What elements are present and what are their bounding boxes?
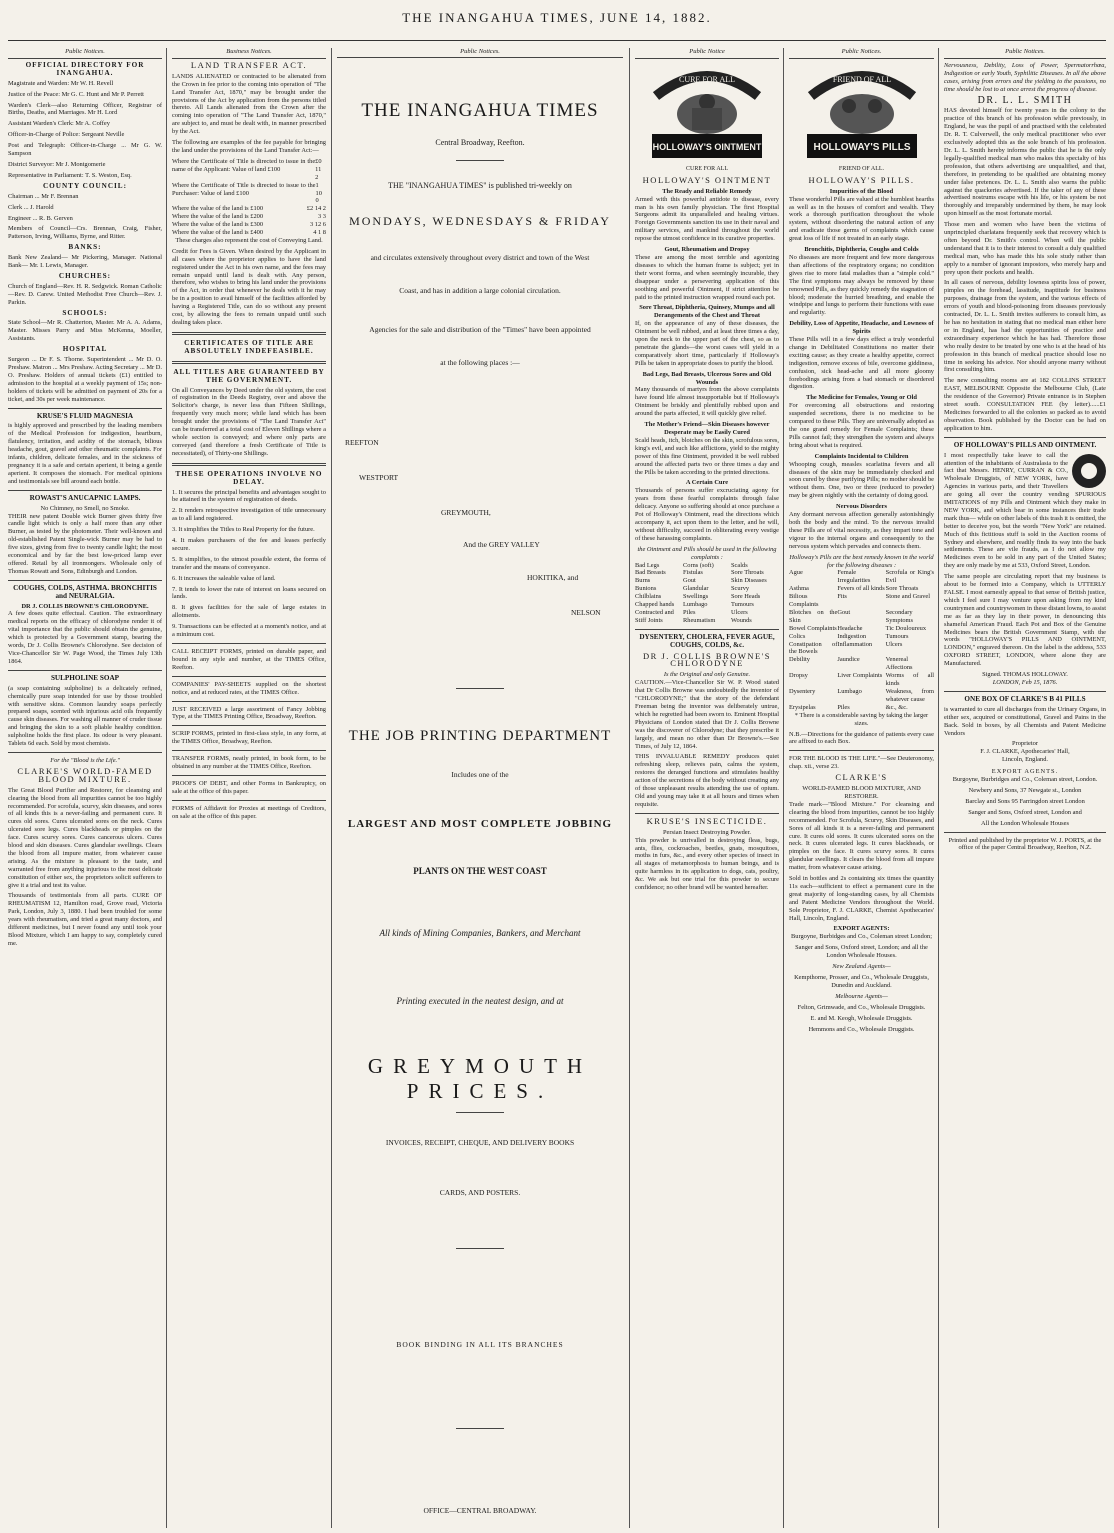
advert-line: BOOK BINDING IN ALL ITS BRANCHES [396, 1340, 564, 1349]
fee-row [172, 229, 326, 237]
divider [944, 437, 1106, 438]
column-divider [783, 48, 784, 1528]
column-heading: Public Notices. [8, 48, 162, 59]
complaint-item: Bad Breasts [635, 569, 666, 577]
advert-subheading: Bronchitis, Diphtheria, Coughs and Colds [804, 246, 919, 254]
schools-title: SCHOOLS: [62, 308, 108, 317]
fee-row [172, 182, 326, 206]
advert-heading: THE JOB PRINTING DEPARTMENT [348, 728, 612, 744]
divider [635, 629, 779, 630]
ornament-rule [456, 1248, 504, 1249]
disease-item: Tumours [885, 632, 909, 640]
divider [8, 670, 162, 671]
advert-heading: LARGEST AND MOST COMPLETE JOBBING [347, 818, 613, 830]
divider [8, 490, 162, 491]
advert-subheading: The Mother's Friend—Skin Diseases however Desperate may be Easily Cured [644, 421, 770, 436]
small-advert: TRANSFER FORMS, neatly printed, in book form, to be obtained in any number at the TIMES Office, Reefton. [172, 755, 326, 771]
engraving-text: CURE FOR ALL [678, 74, 736, 84]
masthead: THE INANGAHUA TIMES, JUNE 14, 1882. [402, 10, 712, 25]
advert-title: CLARKE'S WORLD-FAMED BLOOD MIXTURE. [17, 765, 153, 784]
advert-title: LAND TRANSFER ACT. [190, 59, 308, 70]
column-divider [629, 48, 630, 1528]
advert-address: Central Broadway, Reefton. [435, 138, 525, 147]
directory-entry: Engineer ... R. B. Gerven [8, 214, 73, 222]
advert-intro: Nervousness, Debility, Loss of Power, Spermatorrhœa, Indigestion or early Youth, Syphilitic Diseases. In all the above cases, arising from errors and the yielding to the passions, no time should be lost to at once arrest the progress of disease. [944, 61, 1106, 93]
engraving-text: FRIEND OF ALL [832, 74, 891, 84]
column-6 [940, 48, 1110, 1528]
advert-heading: For the "Blood is the Life." [50, 756, 120, 764]
advert-body: Any dormant nervous affection generally astonishingly both the body and the mind. To the nervous invalid these Pills are of vital necessity, as they impart tone and vigour to the internal organs and consequently to the nervous system which pervades and connects them. [789, 511, 934, 550]
disease-item: Jaundice [837, 656, 860, 664]
divider [172, 800, 326, 801]
list-item: 2. It renders retrospective investigation of title unnecessary as to all land registered. [172, 507, 326, 523]
advert-note: * There is a considerable saving by taking the larger sizes. [794, 711, 929, 727]
column-5 [785, 48, 938, 1528]
disease-item: Blotches on the Skin [789, 608, 838, 624]
disease-item: Female Irregularities [837, 569, 871, 585]
advert-title: DYSENTERY, CHOLERA, FEVER AGUE, COUGHS, COLDS, &c. [639, 632, 775, 649]
advert-heading: PLANTS ON THE WEST COAST [413, 866, 547, 876]
ornament-rule [456, 160, 504, 161]
disease-item: Colics [789, 632, 806, 640]
advert-subheading: Debility, Loss of Appetite, Headache, and Lowness of Spirits [789, 320, 934, 336]
advert-body: Many thousands of martyrs from the above complaints have found life almost insupportable but if Holloway's Ointment be briskly and plentifully rubbed upon and around the parts affected, it will quickly give relief. [635, 386, 779, 418]
agency-place: HOKITIKA, and [527, 573, 579, 582]
disease-item: Sore Throats [885, 585, 919, 593]
disease-item: Headache [837, 624, 863, 632]
complaint-item: Scalds [731, 561, 748, 569]
disease-item: Fevers of all kinds [837, 585, 885, 593]
divider [8, 580, 162, 581]
disease-item: Dysentery [789, 688, 816, 695]
directory-entry: Representative in Parliament: T. S. Weston, Esq. [8, 171, 132, 179]
fee-row [172, 158, 326, 182]
complaint-item: Sore Throats [731, 569, 764, 577]
advert-title: ALL TITLES ARE GUARANTEED BY THE GOVERNMENT. [173, 367, 325, 384]
county-title: COUNTY COUNCIL: [42, 181, 127, 190]
list-item: 5. It simplifies, to the utmost possible extent, the forms of transfer and the means of conveyance. [172, 555, 326, 571]
disease-item: Worms of all kinds [885, 672, 934, 688]
advert-title: KRUSE'S FLUID MAGNESIA [36, 411, 134, 420]
complaint-item: Chapped hands [635, 601, 675, 609]
complaint-item: Bad Legs [635, 561, 660, 569]
column-1 [4, 48, 166, 1528]
ointment-illustration [646, 62, 768, 162]
disease-item: Stone and Gravel [885, 593, 931, 601]
export-agent: Newbery and Sons, 37 Newgate st., London [968, 786, 1082, 794]
fee-desc: Where the value of the land is £300 [172, 221, 264, 229]
advert-subheading: Nervous Disorders [836, 503, 887, 511]
advert-note: N.B.—Directions for the guidance of patients every case are affixed to each Box. [789, 730, 934, 746]
advert-title: DR J. COLLIS BROWNE'S CHLORODYNE [643, 650, 771, 669]
hospital-title: HOSPITAL [62, 345, 108, 354]
small-advert: COMPANIES' PAY-SHEETS supplied on the shortest notice, and at reduced rates, at the TIMES Office. [172, 680, 326, 696]
disease-item: Indigestion [837, 632, 867, 640]
complaint-item: Skin Diseases [731, 577, 767, 585]
fee-desc: Where the Certificate of Title is directed to issue in the name of the Applicant: Value of land £100 [172, 157, 316, 173]
advert-heading: GREYMOUTH PRICES. [367, 1054, 593, 1103]
export-agent: Melbourne Agents— [835, 992, 888, 1000]
list-item: 3. It simplifies the Titles to Real Property for the future. [172, 526, 315, 534]
advert-body: LANDS ALIENATED or contracted to be alienated from the Crown in fee prior to the coming into operation of "The Land Transfer Act, 1870," may be brought under the provisions of the Act by application from the persons titled thereto. All Lands alienated from the Crown after the coming into operation of "The Land Transfer Act, 1870," are subject to, and must be dealt with, in manner prescribed by the Act. [172, 72, 326, 136]
fee-row [172, 205, 326, 213]
ointment-engraving [646, 62, 768, 162]
directory-entry: Chairman ... Mr F. Brennan [8, 192, 79, 200]
trade-mark-icon [1072, 454, 1106, 488]
imprint: Printed and published by the proprietor W. J. PORTS, at the office of the paper Central Broadway, Reefton, N.Z. [948, 836, 1102, 852]
complaint-item: Scurvy [731, 585, 750, 593]
ornament-rule [456, 1112, 504, 1113]
advert-body: The new consulting rooms are at 182 COLLINS STREET EAST, MELBOURNE Opposite the Melbourne Club, (Late the residence of the Governor) Private entrance is in Stephen street south. CONSULTATION FEE (by letter)......£1 Medicines forwarded to all the colonies so packed as to avoid observation. Book published by the Doctor can be had on application to him. [944, 377, 1106, 432]
list-item: 9. Transactions can be effected at a moment's notice, and at a minimum cost. [172, 623, 326, 639]
directory-entry: Post and Telegraph: Officer-in-Charge ... Mr G. W. Sampson [8, 142, 162, 158]
advert-body: Sold in bottles and 2s containing six times the quantity 11s each—sufficient to effect a permanent cure in the great majority of long-standing cases, by all Chemists and Patent Medicine Vendors throughout the World. Sole Proprietor, F. J. CLARKE, Chemist Apothecaries' Hall, Lincoln, England. [789, 875, 934, 922]
column-heading: Public Notices. [944, 48, 1106, 59]
directory-entry: Assistant Warden's Clerk: Mr A. Coffey [8, 120, 110, 128]
advert-body: No diseases are more frequent and few more dangerous than affections of the respiratory organs; no condition gives rise to more fatal maladies than a "simple cold." The first symptoms may always be removed by these renowned Pills, as they quickly remedy the stagnation of blood; moderate the hurried breathing, and enable the windpipe and lungs to perform their functions with ease and regularity. [789, 253, 934, 317]
fee-row [172, 213, 326, 221]
ornament-rule [456, 1428, 504, 1429]
disease-item: Tic Douloureux [885, 624, 927, 632]
advert-body: Trade mark—"Blood Mixture." For cleansing and clearing the blood from impurities, cannot be too highly recommended. For Scrofula, Scurvy, Skin Diseases, and Sores of all kinds it is a never-failing and permanent cure. It cures old sores. It cures ulcerated sores on the neck. It cures ulcerated legs. It cures blackheads, or pimples on the face. It cures scurvy sores. It cures glandular swellings. It clears the blood from all impure matter, from whatever cause arising. [789, 800, 934, 872]
export-agent: Burgoyne, Burbridges and Co., Coleman street, London. [952, 776, 1098, 784]
small-advert: SCRIP FORMS, printed in first-class style, in any form, at the TIMES Office, Broadway, Reefton. [172, 730, 326, 746]
export-agent: Burgoyne, Burbidges and Co., Coleman street London; [791, 933, 932, 941]
export-agent: New Zealand Agents— [832, 963, 891, 971]
complaint-item: Lumbago [683, 601, 708, 609]
advert-line: INVOICES, RECEIPT, CHEQUE, AND DELIVERY BOOKS [385, 1138, 575, 1147]
advert-body: For overcoming all obstructions and restoring suspended secretions, there is no medicine to be compared to these Pills. They are universally adopted as the one grand remedy for Female Complaints; these Pills cannot fail; they strengthen the system and always bring about what is required. [789, 402, 934, 449]
advert-title: COUGHS, COLDS, ASTHMA. BRONCHITIS and NEURALGIA. [13, 583, 157, 600]
fee-amount: £2 14 2 [306, 205, 326, 213]
pills-engraving [801, 62, 923, 162]
advert-body: A few doses quite effectual. Caution. The extraordinary medical reports on the efficacy of chlorodyne render it of vital importance that the public should obtain the genuine, which is protected by a Government stamp, bearing the words, Dr J. Collis Browne's Chlorodyne. See decision of Vice-Chancellor Sir W. Page Wood, the Times July 13th 1864. [8, 610, 162, 665]
complaint-item: Fistulas [683, 569, 703, 577]
divider [172, 775, 326, 776]
directory-entry: District Surveyor: Mr J. Montgomerie [8, 160, 106, 168]
divider [944, 691, 1106, 692]
disease-item: Lumbago [837, 688, 862, 695]
advert-heading: FOR THE BLOOD IS THE LIFE."—See Deuteronomy, chap. xii., verse 23. [789, 755, 934, 771]
disease-item: Weakness, from whatever cause [885, 688, 934, 703]
directory-entry: Justice of the Peace: Mr G. C. Hunt and Mr P. Perrett [8, 90, 144, 98]
advert-days: MONDAYS, WEDNESDAYS & FRIDAY [349, 214, 611, 228]
agency-place: WESTPORT [359, 473, 399, 482]
complaint-item: Piles [683, 608, 696, 616]
times-advert [331, 48, 629, 1528]
complaint-item: Chilblains [635, 593, 662, 601]
complaint-item: Contracted and [635, 608, 674, 616]
column-heading: Public Notice [635, 48, 779, 59]
advert-body: In all cases of nervous, debility lowness spirits loss of power, pimples on the forehead, lassitude, inaptitude for business purposes, drainage from the system, and the various effects of errors of youth and blood-poisoning from diseases previously contracted, Dr. L. L. Smith invites sufferers to consult him, as he has no hesitation in stating that no medical man either here or in England, has had the opportunities of practice and extraordinary experience which he has had. Therefore those who really desire to be treated by one who is at the head of his profession in this branch of medical practice should lose no time in seeking his advice. Nor should anyone marry without first consulting him. [944, 279, 1106, 374]
column-heading: Public Notices. [337, 48, 623, 58]
proprietor-place: Lincoln, England. [1002, 756, 1048, 764]
divider [635, 813, 779, 814]
advert-subheading: Gout, Rheumatism and Dropsy [664, 246, 750, 254]
ointment-label: HOLLOWAY'S OINTMENT [652, 141, 762, 152]
complaints-heading: the Ointment and Pills should be used in the following complaints : [637, 545, 777, 561]
advert-title: DR. L. L. SMITH [977, 94, 1073, 106]
diseases-list [789, 569, 934, 711]
advert-subheading: A Certain Cure [685, 479, 729, 487]
advert-note: These charges also represent the cost of Conveying Land. [175, 236, 323, 244]
directory-entry: State School—Mr R. Chatterton, Master. Mr A. A. Adams, Master. Misses Parry and Miss McKenna, Moeller, Assistants. [8, 319, 162, 343]
export-agent: Sanger and Sons, Oxford street, London and [968, 808, 1082, 816]
divider [789, 750, 934, 751]
complaint-item: Stiff Joints [635, 616, 663, 624]
export-agent: Felton, Grimwade, and Co., Wholesale Druggists. [797, 1003, 926, 1011]
advert-title: OF HOLLOWAY'S PILLS AND OINTMENT. [953, 440, 1097, 449]
proprietor-name: F. J. CLARKE, Apothecaries' Hall, [980, 748, 1070, 756]
column-heading: Public Notices. [789, 48, 934, 59]
fee-desc: Where the value of the land is £400 [172, 229, 264, 237]
directory-entry: Bank New Zealand— Mr Pickering, Manager. National Bank— Mr. I. Lewis, Manager. [8, 254, 162, 270]
advert-line: THE "INANGAHUA TIMES" is published tri-weekly on [388, 181, 572, 190]
fee-amount: 3 12 6 [310, 221, 326, 229]
list-item: 6. It increases the saleable value of land. [172, 574, 276, 582]
divider [172, 750, 326, 751]
export-agent: Kempthorne, Prosser, and Co., Wholesale Druggists, Dunedin and Auckland. [794, 974, 929, 989]
disease-item: Inflammation [837, 640, 873, 648]
pills-label: HOLLOWAY'S PILLS [812, 141, 911, 153]
disease-item: Constipation of the Bowels [789, 640, 838, 656]
divider [172, 701, 326, 702]
advert-body: The Great Blood Purifier and Restorer, for cleansing and clearing the blood from all impurities cannot be too highly recommended. For scrofula, scurvy, skin diseases, and sores of all kinds this is a never-failing and permanent cure. It cures old sores. Cures ulcerated sores on the neck. Cures ulcerated sore legs. Cures blackheads or pimples on the face. Cures scurvy sores. Cures cancerous ulcers. Cures blood and skin diseases. Cures glandular swellings. Clears the blood from all impure matter, from whatever cause arising. As the mixture is pleasant to the taste, and warranted free from anything injurious to the most delicate constitution of either sex, the proprietors solicit sufferers to give it a trial and test its value. [8, 786, 162, 889]
advert-subtitle: WORLD-FAMED BLOOD MIXTURE, AND RESTORER. [802, 785, 921, 800]
advert-body: THIS INVALUABLE REMEDY produces quiet refreshing sleep, relieves pain, calms the system, restores the deranged functions and stimulates healthy action of the secretions of the body without creating any of those unpleasant results attending the use of opium. Old and young may take it at all hours and times when requisite. [635, 753, 779, 808]
advert-line: CARDS, AND POSTERS. [439, 1188, 521, 1197]
ornament-rule [456, 688, 504, 689]
advert-line: Agencies for the sale and distribution of the "Times" have been appointed [369, 325, 591, 334]
advert-subtitle: DR J. COLLIS BROWNE'S CHLORODYNE. [21, 602, 149, 610]
divider [172, 361, 326, 364]
advert-subheading: Bad Legs, Bad Breasts, Ulcerous Sores and Old Wounds [642, 370, 772, 386]
fee-desc: Where the value of the land is £100 [172, 205, 264, 213]
divider [8, 408, 162, 409]
advert-subtitle: No Chimney, no Smell, no Smoke. [40, 504, 130, 512]
complaint-item: Burns [635, 577, 651, 585]
disease-item: Asthma [789, 585, 809, 593]
disease-item: Erysipelas [789, 703, 816, 711]
advert-title: SULPHOLINE SOAP [50, 673, 120, 682]
masthead-rule [8, 40, 1106, 41]
advert-body: Thousands of persons suffer excruciating agony for years from these fearful complaints through false delicacy. Anyone so suffering should at once purchase a Pot of Holloway's Ointment, read the directions which accompany it, act upon them to the letter, and he will, without difficulty, succeed in obliterating every vestige of these harassing complaints. [635, 487, 779, 542]
advert-line: OFFICE—CENTRAL BROADWAY. [423, 1506, 537, 1515]
complaint-item: Ulcers [731, 608, 748, 616]
pills-illustration [801, 62, 923, 162]
fee-amount: 1 10 0 [315, 181, 322, 205]
advert-body: These are among the most terrible and agonizing diseases to which the human frame is subject; yet in their worst forms, and when seemingly incurable, they disappear under a persevering application of this soothing and powerful Ointment, if strict attention be paid to the printed instruction wrapped round each pot. [635, 253, 779, 301]
export-title: EXPORT AGENTS: [833, 925, 890, 933]
fee-desc: Where the Certificate of Title is directed to issue to the Purchaser: Value of land £100 [172, 181, 316, 197]
fee-amount: 3 3 [318, 213, 326, 221]
divider [172, 725, 326, 726]
export-agent: Sanger and Sons, Oxford street, London; and all the London Wholesale Houses. [795, 944, 928, 960]
disease-item: Secondary Symptoms [885, 608, 914, 624]
column-divider [166, 48, 167, 1528]
disease-item: Gout [837, 608, 851, 616]
banks-title: BANKS: [68, 243, 102, 252]
advert-line: All kinds of Mining Companies, Bankers, and Merchant [379, 928, 581, 938]
advert-title: ROWAST'S ANUCAPNIC LAMPS. [29, 493, 141, 502]
advert-title: HOLLOWAY'S OINTMENT [642, 174, 772, 185]
advert-body: Credit for Fees is Given. When desired by the Applicant in all cases where the proprietor applies to have the land registered under the Act in his own name, and the fees may remain unpaid until land is dealt with. Any person, therefore, who wishes to bring his land under the provisions of the Act, in order that whenever he deals with it he may be in a position to avail himself of the facilities afforded by having a Registered Title, can do so without any present cost, by allowing the fees to remain unpaid until such dealing takes place. [172, 247, 326, 326]
advert-body: THEIR new patent Double wick Burner gives thirty five candle light which is only a half more than any other Burner, as tested by the photometer. Their well-known and old-established Patent Single-wick Burner may be had to five sizes, giving from five to twenty candle light; the most economical and by far the best low-priced lamp ever offered. Retail by all ironmongers. Wholesale only of Thomas Rowatt and Sons, Edinburgh and London. [8, 512, 162, 575]
export-title: EXPORT AGENTS. [991, 768, 1059, 776]
complaint-item: Wounds [731, 616, 752, 624]
diseases-heading: Holloway's Pills are the best remedy known in the world for the following diseases : [789, 553, 934, 569]
complaint-item: Swellings [683, 593, 709, 601]
list-item: 7. It tends to lower the rate of interest on loans secured on lands. [172, 585, 326, 601]
fee-amount: £0 11 2 [315, 157, 322, 181]
complaint-item: Bunions [635, 585, 657, 593]
export-agent: E. and M. Keogh, Wholesale Druggists. [810, 1014, 913, 1022]
advert-title: CERTIFICATES OF TITLE ARE ABSOLUTELY INDEFEASIBLE. [184, 338, 314, 355]
advert-body: The following are examples of the fee payable for bringing the land under the provisions of the Land Transfer Act:— [172, 139, 326, 154]
advert-subheading: Sore Throat, Diphtheria, Quinsey, Mumps and all Derangements of the Chest and Throat [639, 304, 775, 320]
engraving-caption: FRIEND OF ALL. [838, 165, 885, 172]
advert-body: These wonderful Pills are valued at the humblest hearths as well as in the houses of comfort and wealth. They work a thorough purification throughout the whole system, without disordering the natural action of any and eradicate those germs of complaints which cause great loss of life if not treated in an early stage. [789, 195, 934, 243]
small-advert: FORMS of Affidavit for Proxies at meetings of Creditors, on sale at the office of this paper. [172, 804, 326, 820]
fee-desc: Where the value of the land is £200 [172, 213, 264, 221]
column-4 [631, 48, 783, 1528]
advert-body: I most respectfully take leave to call the attention of the inhabitants of Australasia to the fact that Messrs. HENRY, CURRAN & CO., Wholesale Druggists, of NEW YORK, have Agencies in various parts, and their Travellers are going all over the country vending SPURIOUS IMITATIONS of my Pills and Ointment which they make in NEW YORK, and which bear in some instances their trade mark thus— while on other labels of this trash it is omitted, the better to deceive you, but the words "New York" are retained. Much of this fictitious stuff is sold in the Auction rooms of Sydney and elsewhere, and readily finds its way into the back settlements. These are vile frauds, as I do not allow my Medicines even to be sold in any part of the United States; they are only made by me at 533, Oxford Street, London. [944, 451, 1106, 570]
advert-title: ONE BOX OF CLARKE'S B 41 PILLS [964, 694, 1086, 703]
advert-body: is warranted to cure all discharges from the Urinary Organs, in either sex, acquired or constitutional, Gravel and Pains in the Back. Sold in boxes, by all Chemists and Patent Medicine Vendors [944, 705, 1106, 737]
directory-entry: Surgeon ... Dr F. S. Thorne. Superintendent ... Mr D. O. Preshaw. Matron ... Mrs Preshaw. Acting Secretary ... Mr D. O. Preshaw. Holders of annual tickets (£1) entitled to admission to the hospital at a weekly payment of 15s; non-holders of tickets will be admitted on payment of 20s for a ticket, and 30s per week maintenance. [8, 356, 162, 403]
list-item: 4. It makes purchasers of the fee and leases perfectly secure. [172, 537, 326, 552]
advert-title: THE INANGAHUA TIMES [361, 100, 599, 121]
disease-item: Scrofula or King's Evil [885, 569, 934, 585]
complaint-item: Corns (soft) [683, 561, 714, 569]
advert-body: Those men and women who have been the victims of unprincipled charlatans frequently seek that recovery which is often beyond Dr. Smith's control. When will the public understand that it is to their interest to consult a duly qualified medical man, who has made this his sole study rather than apply to a number of ignorant impostors, who merely harp and prey upon their pockets and health. [944, 221, 1106, 276]
disease-item: Bowel Complaints [789, 624, 837, 632]
advert-line: and circulates extensively throughout every district and town of the West [370, 253, 590, 262]
export-agent: Barclay and Sons 95 Farringdon street London [965, 797, 1085, 805]
advert-body: Scald heads, itch, blotches on the skin, scrofulous sores, king's evil, and such like afflictions, yield to the mighty power of this fine Ointment, provided it be well rubbed around the affected parts two or three times a day and the Pills be taken according to the printed directions. [635, 436, 779, 476]
agency-place: REEFTON [345, 438, 379, 447]
advert-subtitle: Is the Original and only Genuine. [663, 671, 751, 679]
complaints-list [635, 562, 779, 625]
signature-label: Signed. THOMAS HOLLOWAY. [982, 671, 1068, 679]
directory-entry: Clerk ... J. Harold [8, 203, 54, 211]
column-heading: Business Notices. [172, 48, 326, 59]
complaint-item: Sore Heads [731, 593, 761, 601]
engraving-caption: CURE FOR ALL [685, 165, 728, 172]
advert-subheading: Impurities of the Blood [829, 187, 894, 195]
export-agent: Hemmons and Co., Wholesale Druggists. [808, 1025, 915, 1033]
fee-amount: 4 1 8 [313, 229, 326, 237]
list-item: 8. It gives facilities for the sale of large estates in allotments. [172, 604, 326, 620]
disease-item: Dropsy [789, 672, 808, 680]
advert-body: This powder is unrivalled in destroying fleas, bugs, ants, flies, cockroaches, beetles, gnats, mosquitoes, moths in furs, &c., and every other species of insect in all stages of metamorphosis to human beings, and is quite harmless in its application to dogs, cats, poultry, &c. We ask but one trial for this powder to secure confidence; no other brand will be wanted hereafter. [635, 836, 779, 892]
disease-item: Venereal Affections [885, 656, 913, 672]
disease-item: Ague [789, 569, 803, 577]
advert-title: THESE OPERATIONS INVOLVE NO DELAY. [175, 469, 323, 486]
list-item: 1. It secures the principal benefits and advantages sought to be attained in the system of registration of deeds. [172, 488, 326, 504]
advert-body: CAUTION.—Vice-Chancellor Sir W. P. Wood stated that Dr Collis Browne was undoubtedly the inventor of "CHLORODYNE;" that the story of the defendant Freeman being the inventor was deliberately untrue, which he regretted had been sworn to. Eminent Hospital Physicians of London stated that Dr J. Collis Browne was the discoverer of Chlorodyne; that they prescribe it largely, and mean no other than Dr Browne's.—See Times, of July 12, 1864. [635, 679, 779, 750]
disease-item: Liver Complaints [837, 672, 883, 680]
complaint-item: Gout [683, 577, 696, 585]
column-divider [938, 48, 939, 1528]
disease-item: &c., &c. [885, 703, 908, 711]
directory-entry: Warden's Clerk—also Returning Officer, Registrar of Births, Deaths, and Marriages. Mr H. Lord [8, 101, 162, 117]
column-2 [168, 48, 330, 1528]
advert-subheading: Complaints Incidental to Children [814, 452, 909, 460]
advert-body: is highly approved and prescribed by the leading members of the Medical Profession for indigestion, heartburn, flatulency, irritation, and acidity of the stomach, bilious headache, gout, gravel and other rheumatic complaints. For infants, children, delicate females, and in the sickness of pregnancy it is a safe and certain aperient, it being a gentle aperient. It composes the stomach. For medical opinions and testimonials see bill around each bottle. [8, 422, 162, 485]
advert-body: Whooping cough, measles scarlatina fevers and all diseases of the skin may be immediately checked and soon cured by these purifying Pills; no mother should be without them. One, two or three (reduced to powder) may be given nightly with the certainty of doing good. [789, 460, 934, 500]
agency-place: And the GREY VALLEY [463, 540, 540, 549]
complaint-item: Glandular [683, 585, 709, 593]
directory-entry: Members of Council—Crs. Brennan, Craig, Fisher, Patterson, Irving, Williams, Byrne, and Ritter. [8, 225, 162, 241]
advert-subtitle: Persian Insect Destroying Powder. [662, 828, 752, 836]
directory-entry: Magistrate and Warden: Mr W. H. Revell [8, 79, 114, 87]
advert-body: These Pills will in a few days effect a truly wonderful change in Debilitated Constitutions no matter their exciting cause; as they create a healthy appetite, correct indigestion, remove excess of bile, overcome giddiness, confusion, sick head-ache and all more gloomy forebodings arising from a bad stomach or disordered digestion. [789, 336, 934, 391]
advert-body: On all Conveyances by Deed under the old system, the cost of registration in the Deeds Registry, over and above the Solicitor's charge, is never less than Fifteen Shillings, frequently very much more; while land which has been brought under the provisions of "The Land Transfer Act" can be transferred at a total cost of Eleven Shillings where a whole section is conveyed; and where only parts are conveyed (and therefore a fresh Certificate of Title is necessitated), of Thirty-one Shillings. [172, 386, 326, 457]
advert-title: CLARKE'S [835, 772, 888, 783]
directory-entry: Church of England—Rev. H. R. Sedgwick. Roman Catholic—Rev. D. Carew. United Methodist Free Church—Rev. J. Parkin. [8, 282, 162, 306]
directory-entry: Officer-in-Charge of Police: Sergeant Neville [8, 131, 125, 139]
churches-title: CHURCHES: [58, 271, 112, 280]
advert-line: Includes one of the [451, 770, 509, 779]
proprietor-label: Proprietor [1012, 740, 1038, 748]
divider [172, 463, 326, 466]
agency-place: GREYMOUTH, [441, 508, 491, 517]
advert-body: The same people are circulating report that my business is about to be formed into a Company, which is UTTERLY FALSE. I most earnestly appeal to that sense of British justice, which I feel sure I may venture upon asking from my kind countrymen and countrywomen in these distant lowns, to assist me as far as they lay in their power, in denouncing this shameful American Fraud. Each Pot and Box of the Genuine Medicines bears the British Government Stamp, with the words "HOLLOWAY'S PILLS AND OINTMENT, LONDON," engraved thereon. On the label is the address, 533 OXFORD STREET, LONDON, where alone they are Manufactured. [944, 573, 1106, 668]
divider [172, 643, 326, 644]
advert-body: Thousands of testimonials from all parts. CURE OF RHEUMATISM 12, Hamilton road, Grove road, Victoria Park, London, July 3, 1880. I had been troubled for some years with rheumatism, and tried a great many doctors, and different medicines, but I never found any until took your Blood Mixture, which I am happy to say, completely cured me. [8, 892, 162, 947]
disease-item: Piles [837, 703, 850, 711]
disease-item: Debility [789, 656, 810, 664]
advert-body: HAS devoted himself for twenty years in the colony to the practice of this branch of his profession while previously, in England, he was the pupil of and practised with the celebrated Dr. R. T. Culverwell, the only medical practitioner who ever exclusively adopted this as the sole branch of his profession. Dr. L. L. Smith hereby informs the public that he is the only legally-qualified medical man who makes this specialty of his profession, that others advertising are unqualified, and that, therefore, in pretending to be qualified are obtaining money under false pretences. Dr. L. L. Smith also warns the public against the quackeries advertised. If the taker of any of these advertised nostrums escape with his life, or his system be not thoroughly and irreparably undermined by them, he may look upon himself as the most fortunate mortal. [944, 107, 1106, 218]
small-advert: PROOFS OF DEBT, and other Forms in Bankruptcy, on sale at the office of this paper. [172, 779, 326, 795]
signature-date: LONDON, Feb 15, 1876. [992, 678, 1058, 686]
disease-item: Bilious Complaints [789, 593, 819, 609]
agency-place: NELSON [571, 608, 601, 617]
small-advert: JUST RECEIVED a large assortment of Fancy Jobbing Type, at the TIMES Printing Office, Broadway, Reefton. [172, 705, 326, 721]
advert-title: HOLLOWAY'S PILLS. [808, 174, 915, 185]
advert-line: Coast, and has in addition a large colonial circulation. [399, 286, 561, 295]
divider [944, 832, 1106, 833]
disease-item: Fits [837, 593, 847, 601]
complaint-item: Tumours [731, 601, 754, 609]
advert-title: KRUSE'S INSECTICIDE. [646, 815, 768, 826]
divider [172, 332, 326, 335]
advert-body: If, on the appearance of any of these diseases, the Ointment be well rubbed, and at least three times a day, upon the neck to the upper part of the chest, so as to penetrate the glands—the worst cases will yield in a comparatively short time, particularly if Holloway's Pills be taken in appropriate doses to purify the blood. [635, 320, 779, 367]
advert-line: at the following places :— [440, 358, 520, 367]
fee-row [172, 221, 326, 229]
export-agent: All the London Wholesale Houses [981, 819, 1069, 827]
advert-body: Armed with this powerful antidote to disease, every man is his own family physician. The first Hospital Surgeons admit its unparalleled and healing virtues. Foreign Governments sanction its use in their naval and military services, and mankind throughout the world repose the utmost confidence in its curative properties. [635, 195, 779, 243]
complaint-item: Rheumatism [683, 616, 716, 624]
divider [8, 752, 162, 753]
advert-line: Printing executed in the neatest design, and at [396, 996, 564, 1006]
advert-body: (a soap containing sulpholine) is a delicately refined, chemically pure soap intended for use by those troubled with sensitive skins. Common laundry soaps perfectly prepared soaps, scented with injurious acid oils frequently cause skin diseases. For washing all manner of cruder tissue and bringing the skin to a soft pliable healthy condition. sulpholine holds the first place. Its odour is very pleasant. Tablets 6d each. Sold by most chemists. [8, 684, 162, 748]
directory-title: OFFICIAL DIRECTORY FOR INANGAHUA. [25, 60, 145, 77]
advert-subheading: The Ready and Reliable Remedy [662, 187, 752, 195]
disease-item: Ulcers [885, 640, 903, 648]
small-advert: CALL RECEIPT FORMS, printed on durable paper, and bound in any style and number, at the TIMES Office, Reefton. [172, 648, 326, 671]
advert-subheading: The Medicine for Females, Young or Old [806, 394, 917, 402]
divider [172, 676, 326, 677]
